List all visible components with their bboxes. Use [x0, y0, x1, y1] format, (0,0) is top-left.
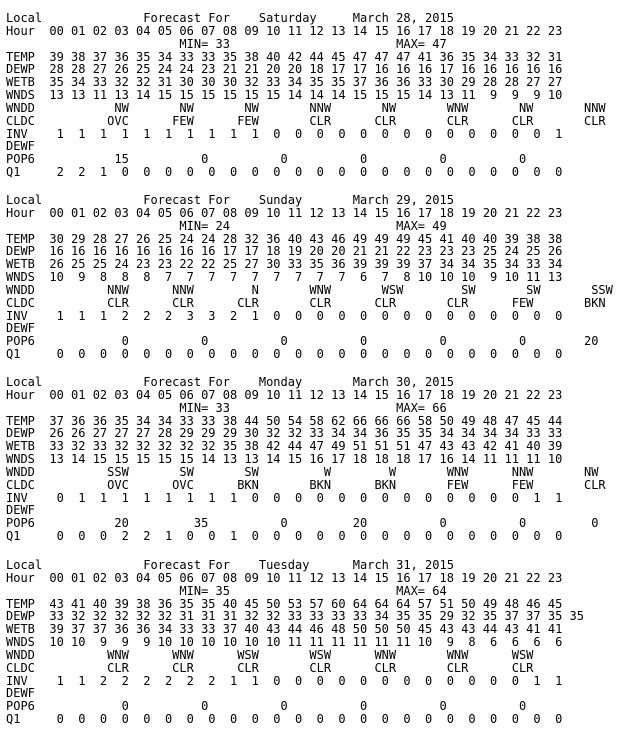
forecast-line: Q1 0 0 0 2 2 1 0 0 1 0 0 0 0 0 0 0 0 0 0 0 0 0 0 0	[6, 529, 563, 544]
forecast-line: DEWP 33 32 32 32 32 32 31 31 31 32 32 33 33 33 33 34 35 35 29 32 35 37 37 35 35	[6, 609, 584, 624]
forecast-line: WNDD NNW NNW N WNW WSW SW SW SSW	[6, 282, 613, 297]
forecast-line: INV 0 1 1 1 1 1 1 1 1 0 0 0 0 0 0 0 0 0 0 0 0 0 1 1	[6, 490, 563, 505]
forecast-line: Q1 0 0 0 0 0 0 0 0 0 0 0 0 0 0 0 0 0 0 0 0 0 0 0 0	[6, 712, 563, 727]
forecast-line: WNDS 13 13 11 13 14 15 15 15 15 15 15 14 14 14 15 15 15 14 13 11 9 9 9 10	[6, 88, 563, 103]
forecast-line: Q1 0 0 0 0 0 0 0 0 0 0 0 0 0 0 0 0 0 0 0 0 0 0 0 0	[6, 347, 563, 362]
forecast-line: POP6 20 35 0 20 0 0 0	[6, 516, 599, 531]
forecast-line: DEWP 26 26 27 27 27 28 29 29 29 30 32 32 33 34 34 36 35 35 34 34 34 34 33 33	[6, 426, 563, 441]
forecast-line: Hour 00 01 02 03 04 05 06 07 08 09 10 11 12 13 14 15 16 17 18 19 20 21 22 23	[6, 205, 563, 220]
forecast-line: WNDS 10 10 9 9 9 10 10 10 10 10 10 11 11 11 11 11 11 10 9 8 6 6 6 6	[6, 635, 563, 650]
forecast-line: WETB 33 32 33 32 32 32 32 32 35 38 42 44 47 49 51 51 51 47 43 43 42 41 40 39	[6, 439, 563, 454]
forecast-line: INV 1 1 1 1 1 1 1 1 1 1 0 0 0 0 0 0 0 0 0 0 0 0 0 1	[6, 126, 563, 141]
forecast-line: INV 1 1 1 2 2 2 3 3 2 1 0 0 0 0 0 0 0 0 0 0 0 0 0 0	[6, 308, 563, 323]
forecast-line: DEWP 16 16 16 16 16 16 16 16 17 17 18 19 20 20 21 21 22 23 23 23 25 24 25 26	[6, 244, 563, 259]
forecast-line: TEMP 30 29 28 27 26 25 24 24 28 32 36 40 43 46 49 49 49 45 41 40 40 39 38 38	[6, 231, 563, 246]
forecast-line: POP6 0 0 0 0 0 0 20	[6, 334, 599, 349]
forecast-block-tuesday	[6, 559, 584, 726]
forecast-line: CLDC OVC FEW FEW CLR CLR CLR CLR CLR	[6, 113, 606, 128]
forecast-line: Local Forecast For Sunday March 29, 2015	[6, 193, 454, 207]
forecast-line: MIN= 33 MAX= 66	[6, 400, 447, 415]
forecast-line: TEMP 43 41 40 39 38 36 35 35 40 45 50 53 57 60 64 64 64 57 51 50 49 48 46 45	[6, 596, 563, 611]
forecast-line: Hour 00 01 02 03 04 05 06 07 08 09 10 11 12 13 14 15 16 17 18 19 20 21 22 23	[6, 570, 563, 585]
forecast-line: TEMP 37 36 36 35 34 34 33 33 38 44 50 54 58 62 66 66 66 58 50 49 48 47 45 44	[6, 413, 563, 428]
forecast-line: DEWP 28 28 27 26 25 24 24 23 21 21 20 20 18 17 17 16 16 16 17 16 16 16 16 16	[6, 62, 563, 77]
forecast-line: WNDD SSW SW SW W W WNW NNW NW	[6, 464, 599, 479]
forecast-line: CLDC CLR CLR CLR CLR CLR CLR FEW BKN	[6, 295, 606, 310]
forecast-block-monday	[6, 376, 606, 543]
forecast-line: POP6 0 0 0 0 0 0	[6, 699, 527, 714]
forecast-line: WNDS 13 14 15 15 15 15 15 14 13 13 14 15 16 17 18 18 18 17 16 14 11 11 11 10	[6, 452, 563, 467]
forecast-line: INV 1 1 2 2 2 2 2 2 1 1 0 0 0 0 0 0 0 0 0 0 0 0 1 1	[6, 673, 563, 688]
forecast-line: DEWF	[6, 321, 35, 336]
forecast-line: TEMP 39 38 37 36 35 34 33 33 35 38 40 42 44 45 47 47 47 41 36 35 34 33 32 31	[6, 49, 563, 64]
forecast-block-saturday	[6, 12, 606, 179]
forecast-line: WNDD WNW WNW WSW WSW WNW WNW WSW	[6, 647, 534, 662]
forecast-line: POP6 15 0 0 0 0 0	[6, 152, 527, 167]
forecast-line: WNDS 10 9 8 8 8 7 7 7 7 7 7 7 7 7 6 7 8 10 10 10 9 10 11 13	[6, 270, 563, 285]
forecast-line: CLDC OVC OVC BKN BKN BKN FEW FEW CLR	[6, 477, 606, 492]
forecast-line: Local Forecast For Monday March 30, 2015	[6, 375, 454, 389]
forecast-line: WETB 26 25 25 24 23 23 22 22 25 27 30 33 35 36 39 39 39 37 34 34 35 34 33 34	[6, 257, 563, 272]
forecast-line: DEWF	[6, 503, 35, 518]
forecast-line: Hour 00 01 02 03 04 05 06 07 08 09 10 11 12 13 14 15 16 17 18 19 20 21 22 23	[6, 387, 563, 402]
forecast-line: DEWF	[6, 139, 35, 154]
forecast-line: WETB 35 34 33 32 32 31 30 30 30 32 33 34 35 35 37 36 36 33 30 29 28 28 27 27	[6, 75, 563, 90]
forecast-block-sunday	[6, 194, 613, 361]
forecast-line: DEWF	[6, 686, 35, 701]
forecast-line: MIN= 24 MAX= 49	[6, 218, 447, 233]
forecast-line: CLDC CLR CLR CLR CLR CLR CLR CLR	[6, 660, 534, 675]
forecast-line: Q1 2 2 1 0 0 0 0 0 0 0 0 0 0 0 0 0 0 0 0 0 0 0 0 0	[6, 165, 563, 180]
forecast-line: Local Forecast For Tuesday March 31, 2015	[6, 558, 454, 572]
forecast-line: WNDD NW NW NW NNW NW WNW NW NNW	[6, 100, 606, 115]
forecast-line: WETB 39 37 37 36 36 34 33 33 37 40 43 44 46 48 50 50 50 45 43 43 44 43 41 41	[6, 622, 563, 637]
forecast-line: Local Forecast For Saturday March 28, 2015	[6, 11, 454, 25]
forecast-line: MIN= 33 MAX= 47	[6, 36, 447, 51]
forecast-line: MIN= 35 MAX= 64	[6, 583, 447, 598]
forecast-line: Hour 00 01 02 03 04 05 06 07 08 09 10 11 12 13 14 15 16 17 18 19 20 21 22 23	[6, 23, 563, 38]
